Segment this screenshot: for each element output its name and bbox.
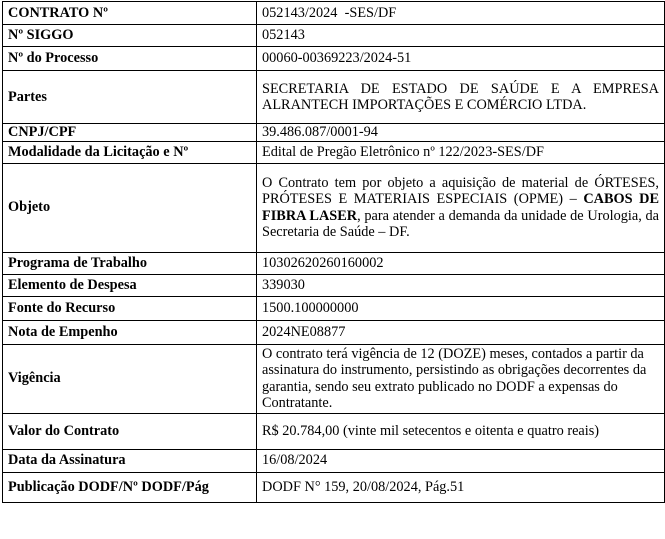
value-siggo: 052143 [257,25,665,47]
label-objeto: Objeto [3,163,257,252]
value-publicacao: DODF N° 159, 20/08/2024, Pág.51 [257,472,665,502]
table-row-siggo [3,25,665,47]
table-row-valor [3,413,665,449]
label-cnpj: CNPJ/CPF [3,124,257,142]
value-processo: 00060-00369223/2024-51 [257,47,665,71]
value-fonte: 1500.100000000 [257,296,665,320]
label-modalidade: Modalidade da Licitação e Nº [3,141,257,163]
table-row-vigencia [3,344,665,413]
label-programa: Programa de Trabalho [3,252,257,274]
table-row-data [3,449,665,472]
contract-summary-table [2,1,665,503]
label-empenho: Nota de Empenho [3,320,257,344]
value-modalidade: Edital de Pregão Eletrônico nº 122/2023-SES/DF [257,141,665,163]
table-row-modalidade [3,141,665,163]
label-processo: Nº do Processo [3,47,257,71]
objeto-text-after: , para atender a demanda da unidade de Urologia, da Secretaria de Saúde – DF. [262,207,659,240]
table-row-contrato [3,2,665,25]
value-valor: R$ 20.784,00 (vinte mil setecentos e oitenta e quatro reais) [257,413,665,449]
value-programa: 10302620260160002 [257,252,665,274]
table-row-processo [3,47,665,71]
table-row-objeto [3,163,665,252]
value-objeto [257,163,665,252]
table-row-programa [3,252,665,274]
label-valor: Valor do Contrato [3,413,257,449]
label-elemento: Elemento de Despesa [3,274,257,296]
table-row-empenho [3,320,665,344]
value-elemento: 339030 [257,274,665,296]
label-siggo: Nº SIGGO [3,25,257,47]
label-partes: Partes [3,71,257,124]
label-publicacao: Publicação DODF/Nº DODF/Pág [3,472,257,502]
label-contrato: CONTRATO Nº [3,2,257,25]
label-vigencia: Vigência [3,344,257,413]
objeto-text-before: O Contrato tem por objeto a aquisição de material de ÓRTESES, PRÓTESES E MATERIAIS ESPECIAIS (OPME) – [262,174,659,207]
value-contrato: 052143/2024 -SES/DF [257,2,665,25]
table-row-fonte [3,296,665,320]
label-fonte: Fonte do Recurso [3,296,257,320]
table-row-elemento [3,274,665,296]
label-data: Data da Assinatura [3,449,257,472]
value-vigencia: O contrato terá vigência de 12 (DOZE) meses, contados a partir da assinatura do instrumento, persistindo as obrigações decorrentes da garantia, sendo seu extrato publicado no DODF a expensas do Contratante. [257,344,665,413]
table-row-publicacao [3,472,665,502]
value-empenho: 2024NE08877 [257,320,665,344]
table-row-cnpj [3,124,665,142]
table-row-partes [3,71,665,124]
value-partes: SECRETARIA DE ESTADO DE SAÚDE E A EMPRESA ALRANTECH IMPORTAÇÕES E COMÉRCIO LTDA. [257,71,665,124]
value-cnpj: 39.486.087/0001-94 [257,124,665,142]
value-data: 16/08/2024 [257,449,665,472]
objeto-text-bold: CABOS DE FIBRA LASER [262,191,659,224]
